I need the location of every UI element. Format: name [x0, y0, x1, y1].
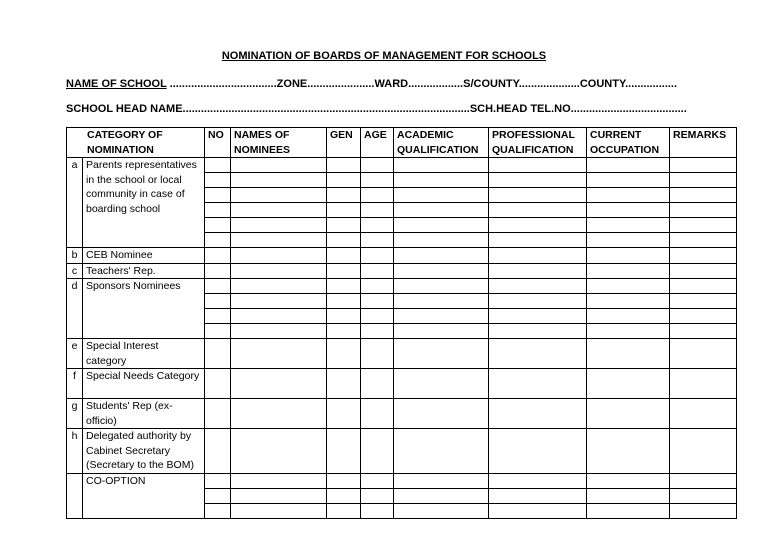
category-label: Special Interest category [83, 339, 205, 369]
professional-cell[interactable] [489, 294, 587, 309]
nomination-table [66, 127, 737, 519]
header-age: AGE [361, 128, 394, 158]
header-gen: GEN [327, 128, 361, 158]
category-letter: b [67, 248, 83, 264]
occupation-cell[interactable] [587, 233, 670, 248]
nominee-name-cell[interactable] [231, 173, 327, 188]
academic-cell[interactable] [394, 173, 489, 188]
professional-cell[interactable] [489, 218, 587, 233]
occupation-cell[interactable] [587, 248, 670, 264]
school-name-field[interactable]: ................................... [166, 78, 277, 90]
nominee-name-cell[interactable] [231, 294, 327, 309]
academic-cell[interactable] [394, 158, 489, 173]
age-cell[interactable] [361, 369, 394, 399]
no-cell[interactable] [205, 429, 231, 474]
age-cell[interactable] [361, 429, 394, 474]
no-cell[interactable] [205, 233, 231, 248]
age-cell[interactable] [361, 504, 394, 519]
no-cell[interactable] [205, 399, 231, 429]
remarks-cell[interactable] [670, 158, 737, 173]
remarks-cell[interactable] [670, 504, 737, 519]
school-info-line [66, 78, 677, 90]
academic-cell[interactable] [394, 248, 489, 264]
professional-cell[interactable] [489, 158, 587, 173]
table-row [67, 399, 737, 429]
age-cell[interactable] [361, 309, 394, 324]
no-cell[interactable] [205, 173, 231, 188]
age-cell[interactable] [361, 188, 394, 203]
ward-field[interactable]: .................. [408, 78, 464, 90]
academic-cell[interactable] [394, 489, 489, 504]
academic-cell[interactable] [394, 474, 489, 489]
occupation-cell[interactable] [587, 158, 670, 173]
occupation-cell[interactable] [587, 504, 670, 519]
professional-cell[interactable] [489, 489, 587, 504]
occupation-cell[interactable] [587, 369, 670, 399]
academic-cell[interactable] [394, 233, 489, 248]
academic-cell[interactable] [394, 279, 489, 294]
age-cell[interactable] [361, 294, 394, 309]
category-letter: h [67, 429, 83, 474]
remarks-cell[interactable] [670, 324, 737, 339]
nominee-name-cell[interactable] [231, 339, 327, 369]
occupation-cell[interactable] [587, 309, 670, 324]
gender-cell[interactable] [327, 369, 361, 399]
no-cell[interactable] [205, 474, 231, 489]
remarks-cell[interactable] [670, 173, 737, 188]
category-label: Special Needs Category [83, 369, 205, 399]
academic-cell[interactable] [394, 369, 489, 399]
nominee-name-cell[interactable] [231, 263, 327, 279]
no-cell[interactable] [205, 489, 231, 504]
remarks-cell[interactable] [670, 263, 737, 279]
zone-field[interactable]: ...................... [307, 78, 375, 90]
professional-cell[interactable] [489, 233, 587, 248]
no-cell[interactable] [205, 294, 231, 309]
table-row [67, 474, 737, 489]
table-row [67, 279, 737, 294]
no-cell[interactable] [205, 188, 231, 203]
occupation-cell[interactable] [587, 324, 670, 339]
nominee-name-cell[interactable] [231, 369, 327, 399]
table-row [67, 248, 737, 264]
gender-cell[interactable] [327, 489, 361, 504]
age-cell[interactable] [361, 218, 394, 233]
professional-cell[interactable] [489, 279, 587, 294]
header-professional: PROFESSIONAL QUALIFICATION [489, 128, 587, 158]
no-cell[interactable] [205, 158, 231, 173]
category-label: CEB Nominee [83, 248, 205, 264]
occupation-cell[interactable] [587, 203, 670, 218]
head-tel-label: SCH.HEAD TEL.NO [469, 103, 571, 115]
header-category: CATEGORY OF NOMINATION [67, 128, 205, 158]
table-row [67, 369, 737, 399]
county-field[interactable]: ................. [625, 78, 678, 90]
occupation-cell[interactable] [587, 279, 670, 294]
nominee-name-cell[interactable] [231, 489, 327, 504]
age-cell[interactable] [361, 489, 394, 504]
no-cell[interactable] [205, 324, 231, 339]
nominee-name-cell[interactable] [231, 158, 327, 173]
header-occupation: CURRENT OCCUPATION [587, 128, 670, 158]
occupation-cell[interactable] [587, 218, 670, 233]
category-letter: f [67, 369, 83, 399]
gender-cell[interactable] [327, 429, 361, 474]
header-academic: ACADEMIC QUALIFICATION [394, 128, 489, 158]
category-label: Students' Rep (ex-officio) [83, 399, 205, 429]
professional-cell[interactable] [489, 504, 587, 519]
remarks-cell[interactable] [670, 399, 737, 429]
category-letter [67, 474, 83, 519]
academic-cell[interactable] [394, 399, 489, 429]
nominee-name-cell[interactable] [231, 429, 327, 474]
no-cell[interactable] [205, 369, 231, 399]
professional-cell[interactable] [489, 188, 587, 203]
remarks-cell[interactable] [670, 218, 737, 233]
gender-cell[interactable] [327, 188, 361, 203]
age-cell[interactable] [361, 324, 394, 339]
age-cell[interactable] [361, 248, 394, 264]
gender-cell[interactable] [327, 263, 361, 279]
nominee-name-cell[interactable] [231, 233, 327, 248]
academic-cell[interactable] [394, 203, 489, 218]
no-cell[interactable] [205, 248, 231, 264]
professional-cell[interactable] [489, 173, 587, 188]
ward-label: WARD [374, 78, 409, 90]
category-letter: e [67, 339, 83, 369]
category-letter: a [67, 158, 83, 248]
nominee-name-cell[interactable] [231, 188, 327, 203]
subcounty-label: S/COUNTY [463, 78, 519, 90]
professional-cell[interactable] [489, 248, 587, 264]
header-no: NO [205, 128, 231, 158]
occupation-cell[interactable] [587, 173, 670, 188]
category-label: Delegated authority by Cabinet Secretary (Secretary to the BOM) [83, 429, 205, 474]
occupation-cell[interactable] [587, 339, 670, 369]
nominee-name-cell[interactable] [231, 203, 327, 218]
gender-cell[interactable] [327, 339, 361, 369]
nominee-name-cell[interactable] [231, 279, 327, 294]
table-row [67, 263, 737, 279]
gender-cell[interactable] [327, 474, 361, 489]
gender-cell[interactable] [327, 158, 361, 173]
professional-cell[interactable] [489, 324, 587, 339]
professional-cell[interactable] [489, 309, 587, 324]
academic-cell[interactable] [394, 429, 489, 474]
nominee-name-cell[interactable] [231, 504, 327, 519]
academic-cell[interactable] [394, 188, 489, 203]
school-head-line [66, 103, 687, 115]
age-cell[interactable] [361, 203, 394, 218]
school-name-label: NAME OF SCHOOL [66, 78, 167, 90]
gender-cell[interactable] [327, 233, 361, 248]
header-names: NAMES OF NOMINEES [231, 128, 327, 158]
gender-cell[interactable] [327, 218, 361, 233]
remarks-cell[interactable] [670, 309, 737, 324]
professional-cell[interactable] [489, 429, 587, 474]
form-title: NOMINATION OF BOARDS OF MANAGEMENT FOR SCHOOLS [221, 50, 547, 62]
gender-cell[interactable] [327, 309, 361, 324]
remarks-cell[interactable] [670, 369, 737, 399]
gender-cell[interactable] [327, 294, 361, 309]
professional-cell[interactable] [489, 263, 587, 279]
remarks-cell[interactable] [670, 489, 737, 504]
occupation-cell[interactable] [587, 188, 670, 203]
no-cell[interactable] [205, 218, 231, 233]
gender-cell[interactable] [327, 504, 361, 519]
professional-cell[interactable] [489, 474, 587, 489]
occupation-cell[interactable] [587, 399, 670, 429]
zone-label: ZONE [276, 78, 308, 90]
age-cell[interactable] [361, 263, 394, 279]
no-cell[interactable] [205, 279, 231, 294]
academic-cell[interactable] [394, 324, 489, 339]
no-cell[interactable] [205, 203, 231, 218]
academic-cell[interactable] [394, 504, 489, 519]
occupation-cell[interactable] [587, 474, 670, 489]
category-label: CO-OPTION [83, 474, 205, 519]
head-tel-field[interactable]: ...................................... [570, 103, 687, 115]
remarks-cell[interactable] [670, 429, 737, 474]
age-cell[interactable] [361, 279, 394, 294]
no-cell[interactable] [205, 339, 231, 369]
academic-cell[interactable] [394, 339, 489, 369]
nominee-name-cell[interactable] [231, 309, 327, 324]
academic-cell[interactable] [394, 309, 489, 324]
subcounty-field[interactable]: .................... [518, 78, 580, 90]
category-letter: g [67, 399, 83, 429]
professional-cell[interactable] [489, 339, 587, 369]
occupation-cell[interactable] [587, 429, 670, 474]
nominee-name-cell[interactable] [231, 399, 327, 429]
remarks-cell[interactable] [670, 188, 737, 203]
remarks-cell[interactable] [670, 294, 737, 309]
gender-cell[interactable] [327, 279, 361, 294]
occupation-cell[interactable] [587, 489, 670, 504]
professional-cell[interactable] [489, 203, 587, 218]
no-cell[interactable] [205, 309, 231, 324]
category-label: Teachers' Rep. [83, 263, 205, 279]
age-cell[interactable] [361, 399, 394, 429]
age-cell[interactable] [361, 173, 394, 188]
gender-cell[interactable] [327, 173, 361, 188]
remarks-cell[interactable] [670, 203, 737, 218]
remarks-cell[interactable] [670, 248, 737, 264]
nominee-name-cell[interactable] [231, 324, 327, 339]
age-cell[interactable] [361, 339, 394, 369]
remarks-cell[interactable] [670, 339, 737, 369]
age-cell[interactable] [361, 233, 394, 248]
table-body [67, 158, 737, 519]
category-letter: d [67, 279, 83, 339]
nominee-name-cell[interactable] [231, 248, 327, 264]
table-row [67, 429, 737, 474]
county-label: COUNTY [579, 78, 626, 90]
occupation-cell[interactable] [587, 263, 670, 279]
no-cell[interactable] [205, 504, 231, 519]
gender-cell[interactable] [327, 203, 361, 218]
academic-cell[interactable] [394, 263, 489, 279]
age-cell[interactable] [361, 158, 394, 173]
occupation-cell[interactable] [587, 294, 670, 309]
remarks-cell[interactable] [670, 279, 737, 294]
header-remarks: REMARKS [670, 128, 737, 158]
school-head-label: SCHOOL HEAD NAME [66, 103, 183, 115]
professional-cell[interactable] [489, 369, 587, 399]
gender-cell[interactable] [327, 248, 361, 264]
age-cell[interactable] [361, 474, 394, 489]
professional-cell[interactable] [489, 399, 587, 429]
nominee-name-cell[interactable] [231, 218, 327, 233]
category-letter: c [67, 263, 83, 279]
gender-cell[interactable] [327, 324, 361, 339]
table-row [67, 158, 737, 173]
no-cell[interactable] [205, 263, 231, 279]
gender-cell[interactable] [327, 399, 361, 429]
remarks-cell[interactable] [670, 474, 737, 489]
category-label: Parents representatives in the school or local community in case of boarding school [83, 158, 205, 248]
nominee-name-cell[interactable] [231, 474, 327, 489]
category-label: Sponsors Nominees [83, 279, 205, 339]
academic-cell[interactable] [394, 218, 489, 233]
header-row [67, 128, 737, 158]
remarks-cell[interactable] [670, 233, 737, 248]
academic-cell[interactable] [394, 294, 489, 309]
school-head-field[interactable]: .............................................................................................. [182, 103, 470, 115]
table-row [67, 339, 737, 369]
